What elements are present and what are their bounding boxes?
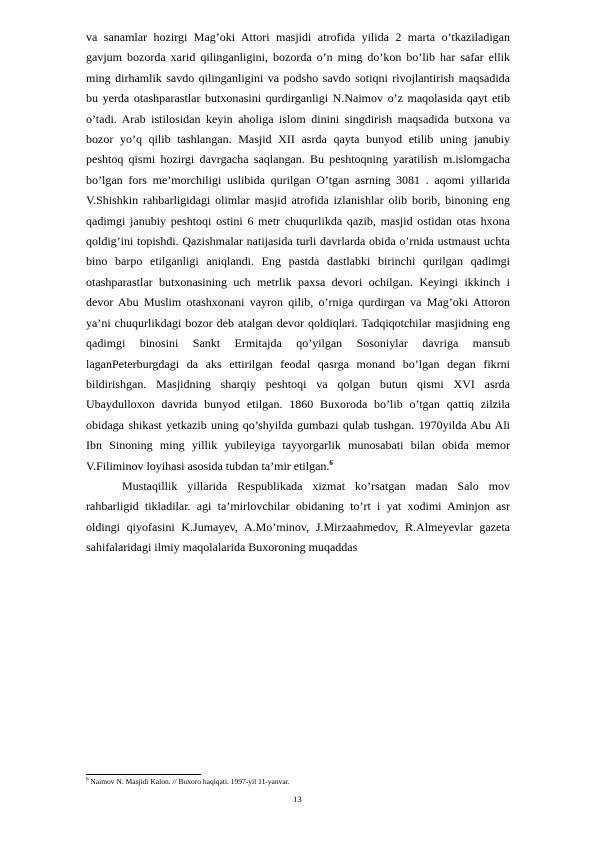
paragraph-2: Mustaqillik yillarida Respublikada xizmat ko’rsatgan madan Salo mov rahbarligid tikladilar. agi ta’mirlovchilar obidaning to’rt i yat xodimi Aminjon asr oldingi qiyofasini K.Jumayev, A.Mo’minov, J.Mirzaahmedov, R.Almeyevlar gazeta sahifalaridagi ilmiy maqolalarida Buxoroning muqaddas xyxy=(86,478,510,555)
paragraph-1 xyxy=(86,27,510,476)
footnote-reference[interactable]: 6 xyxy=(329,458,333,467)
body-text xyxy=(86,27,510,558)
footnote xyxy=(86,777,510,787)
page-number: 13 xyxy=(293,794,302,804)
footnote-text: Naimov N. Masjidi Kalon. // Buxoro haqiqati. 1997-yil 11-yanvar. xyxy=(90,777,290,786)
footnote-number: 6 xyxy=(86,777,89,783)
paragraph-1-text: va sanamlar hozirgi Mag’oki Attori masjidi atrofida yilida 2 marta o’tkaziladigan gavjum bozorda xarid qilinganligini, bozorda o’n ming do’kon bo’lib har safar ellik ming dirhamlik savdo qilinganligini va podsho savdo sotiqni rivojlantirish maqsadida bu yerda otashparastlar butxonasini qurdirganligi N.Naimov o’z maqolasida qayt etib o’tadi. Arab istilosidan keyin aholiga islom dinini singdirish maqsadida butxona va bozor yo’q qilib tashlangan. Masjid XII asrda qayta bunyod etilib uning janubiy peshtoq qismi hozirgi davrgacha saqlangan. Bu peshtoqning yaratilish m.islomgacha bo’lgan fors me’morchiligi uslibida qurilgan O’tgan asrning 3081 . aqomi yillarida V.Shishkin rahbarligidagi olimlar masjid atrofida izlanishlar olib borib, binoning eng qadimgi janubiy peshtoqi ostini 6 metr chuqurlikda qazib, masjid ostidan otas hxona qoldig’ini topishdi. Qazishmalar natijasida turli davrlarda obida o’rnida ustmaust uchta bino barpo etilganligi aniqlandi. Eng pastda dastlabki birinchi qurilgan qadimgi otashparastlar butxonasining uch metrlik paxsa devori ochilgan. Keyingi ikkinch i devor Abu Muslim otashxonani vayron qilib, o’rniga qurdirgan va Mag’oki Attoron ya’ni chuqurlikdagi bozor deb atalgan devor qoldiqlari. Tadqiqotchilar masjidning eng qadimgi binosini Sankt Ermitajda qo’yilgan Sosoniylar davriga mansub laganPeterburgdagi da aks ettirilgan feodal qasrga monand bo’lgan degan fikrni bildirishgan. Masjidning sharqiy peshtoqi va qolgan butun qismi XVI asrda Ubaydulloxon davrida bunyod etilgan. 1860 Buxoroda bo’lib o’tgan qattiq zilzila obidaga shikast yetkazib uning qo’shyilda gumbazi qulab tushgan. 1970yilda Abu Ali Ibn Sinoning ming yillik yubileyiga tayyorgarlik munosabati bilan obida memor V.Filiminov loyihasi asosida tubdan ta’mir etilgan. xyxy=(86,30,510,473)
footnote-divider xyxy=(86,774,201,775)
